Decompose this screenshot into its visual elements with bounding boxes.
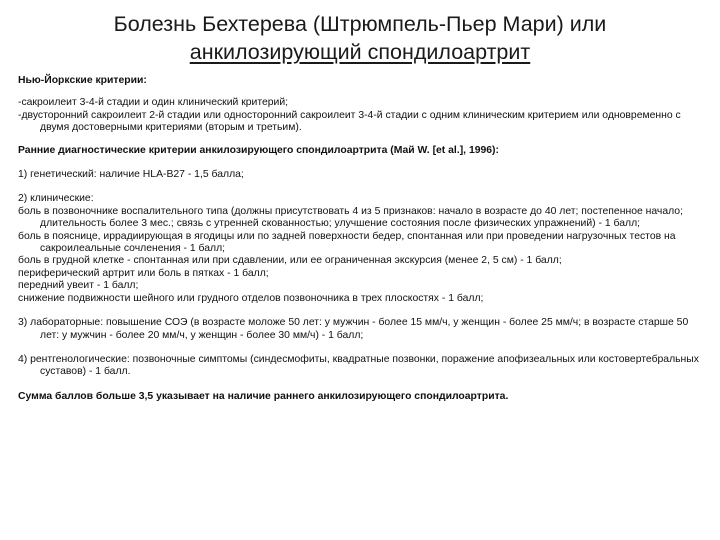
clinical-item-1: боль в позвоночнике воспалительного типа (должны присутствовать 4 из 5 признаков: начало в возрасте до 40 лет; постепенное начало; длительность более 3 мес.; связь с утренней скованностью; улучшение состояния после физических упражнений) - 1 балл;: [18, 205, 683, 230]
title-line-1: Болезнь Бехтерева (Штрюмпель-Пьер Мари) или: [113, 12, 607, 36]
page-title: [40, 10, 680, 66]
clinical-item-2: боль в пояснице, иррадиирующая в ягодицы или по задней поверхности бедер, спонтанная или при проведении нагрузочных тестов на сакроилеальные сочленения - 1 балл;: [18, 230, 676, 255]
clinical-item-3: боль в грудной клетке - спонтанная или при сдавлении, или ее ограниченная экскурсия (менее 2, 5 см) - 1 балл;: [18, 255, 562, 267]
ny-criteria-item-2: -двусторонний сакроилеит 2-й стадии или односторонний сакроилеит 3-4-й стадии с одним клиническим критерием или одновременно с двумя достоверными критериями (вторым и третьим).: [18, 109, 681, 134]
clinical-item-6: снижение подвижности шейного или грудного отделов позвоночника в трех плоскостях - 1 балл;: [18, 292, 484, 304]
conclusion: Сумма баллов больше 3,5 указывает на наличие раннего анкилозирующего спондилоартрита.: [18, 390, 509, 402]
ny-criteria-heading: Нью-Йоркские критерии:: [18, 75, 147, 86]
content-body: [18, 75, 708, 403]
ny-criteria-item-1: -сакроилеит 3-4-й стадии и один клинический критерий;: [18, 97, 289, 109]
clinical-item-5: передний увеит - 1 балл;: [18, 280, 139, 292]
genetic-criterion: 1) генетический: наличие HLA-B27 - 1,5 балла;: [18, 169, 244, 181]
early-criteria-heading: Ранние диагностические критерии анкилозирующего спондилоартрита (Май W. [et al.], 1996):: [18, 144, 499, 156]
title-line-2: анкилозирующий спондилоартрит: [189, 40, 531, 64]
clinical-item-4: периферический артрит или боль в пятках - 1 балл;: [18, 267, 269, 279]
laboratory-criterion: 3) лабораторные: повышение СОЭ (в возрасте моложе 50 лет: у мужчин - более 15 мм/ч, у женщин - более 25 мм/ч; в возрасте старше 50 лет: у мужчин - более 20 мм/ч, у женщин - более 30 мм/ч) - 1 балл;: [18, 317, 689, 341]
clinical-heading: 2) клинические:: [18, 193, 94, 205]
radiological-criterion: 4) рентгенологические: позвоночные симптомы (синдесмофиты, квадратные позвонки, поражение апофизеальных или костовертебральных суставов) - 1 балл.: [18, 353, 699, 378]
